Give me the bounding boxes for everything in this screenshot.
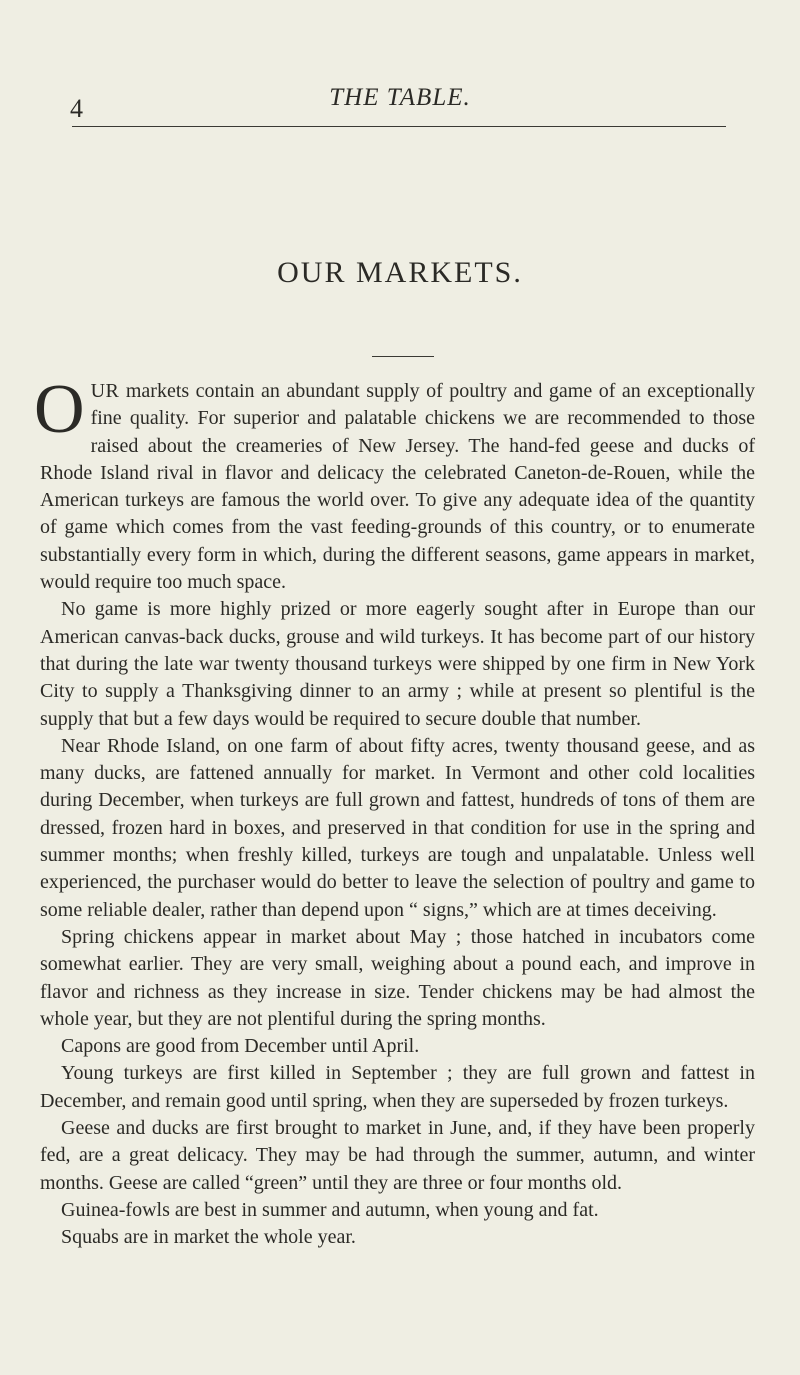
drop-cap: O [34, 371, 85, 448]
running-title: THE TABLE. [329, 84, 471, 111]
paragraph-young-turkeys: Young turkeys are first killed in September ; they are full grown and fattest in December, and remain good until spring, when they are superseded by frozen turkeys. [40, 1062, 755, 1112]
paragraph-geese-ducks: Geese and ducks are first brought to market in June, and, if they have been properly fed, are a great delicacy. They may be had through the summer, autumn, and winter months. Geese are called “green” until they are three or four months old. [40, 1117, 755, 1194]
paragraph-rhode-island: Near Rhode Island, on one farm of about fifty acres, twenty thousand geese, and as many ducks, are fattened annually for market. In Vermont and other cold localities during December, when turkeys are full grown and fattest, hundreds of tons of them are dressed, frozen hard in boxes, and preserved in that condition for use in the spring and summer months; when freshly killed, turkeys are tough and unpalatable. Unless well experienced, the purchaser would do better to leave the selection of poultry and game to some reliable dealer, rather than depend upon “ signs,” which are at times deceiving. [40, 734, 755, 921]
page-number: 4 [70, 94, 83, 123]
paragraph-intro [34, 371, 755, 596]
paragraph-text: markets contain an abundant supply of poultry and game of an exceptionally fine quality. For superior and palatable chickens we are recommended to those raised about the creameries of New Jersey. The hand-fed geese and ducks of Rhode Island rival in flavor and delicacy the celebrated Caneton-de-Rouen, while the American turkeys are famous the world over. To give any adequate idea of the quantity of game which comes from the vast feeding-grounds of this country, or to enumerate substantially every form in which, during the different seasons, game appears in market, would require too much space. [40, 380, 755, 594]
title-rule [372, 356, 434, 357]
paragraph-canvas-back: No game is more highly prized or more eagerly sought after in Europe than our American canvas-back ducks, grouse and wild turkeys. It has become part of our history that during the late war twenty thousand turkeys were shipped by one firm in New York City to supply a Thanksgiving dinner to an army ; while at present so plentiful is the supply that but a few days would be required to secure double that number. [40, 598, 755, 730]
paragraph-squabs: Squabs are in market the whole year. [61, 1226, 356, 1249]
drop-cap-lead: UR [90, 380, 120, 402]
paragraph-spring-chickens: Spring chickens appear in market about May ; those hatched in incubators come somewhat earlier. They are very small, weighing about a pound each, and improve in flavor and richness as they increase in size. Tender chickens may be had almost the whole year, but they are not plentiful during the spring months. [40, 925, 755, 1030]
paragraph-guinea-fowls: Guinea-fowls are best in summer and autumn, when young and fat. [61, 1198, 599, 1221]
chapter-title: OUR MARKETS. [277, 256, 523, 289]
header-rule [72, 126, 726, 127]
paragraph-capons: Capons are good from December until April. [61, 1035, 420, 1058]
chapter-body [34, 371, 755, 1252]
